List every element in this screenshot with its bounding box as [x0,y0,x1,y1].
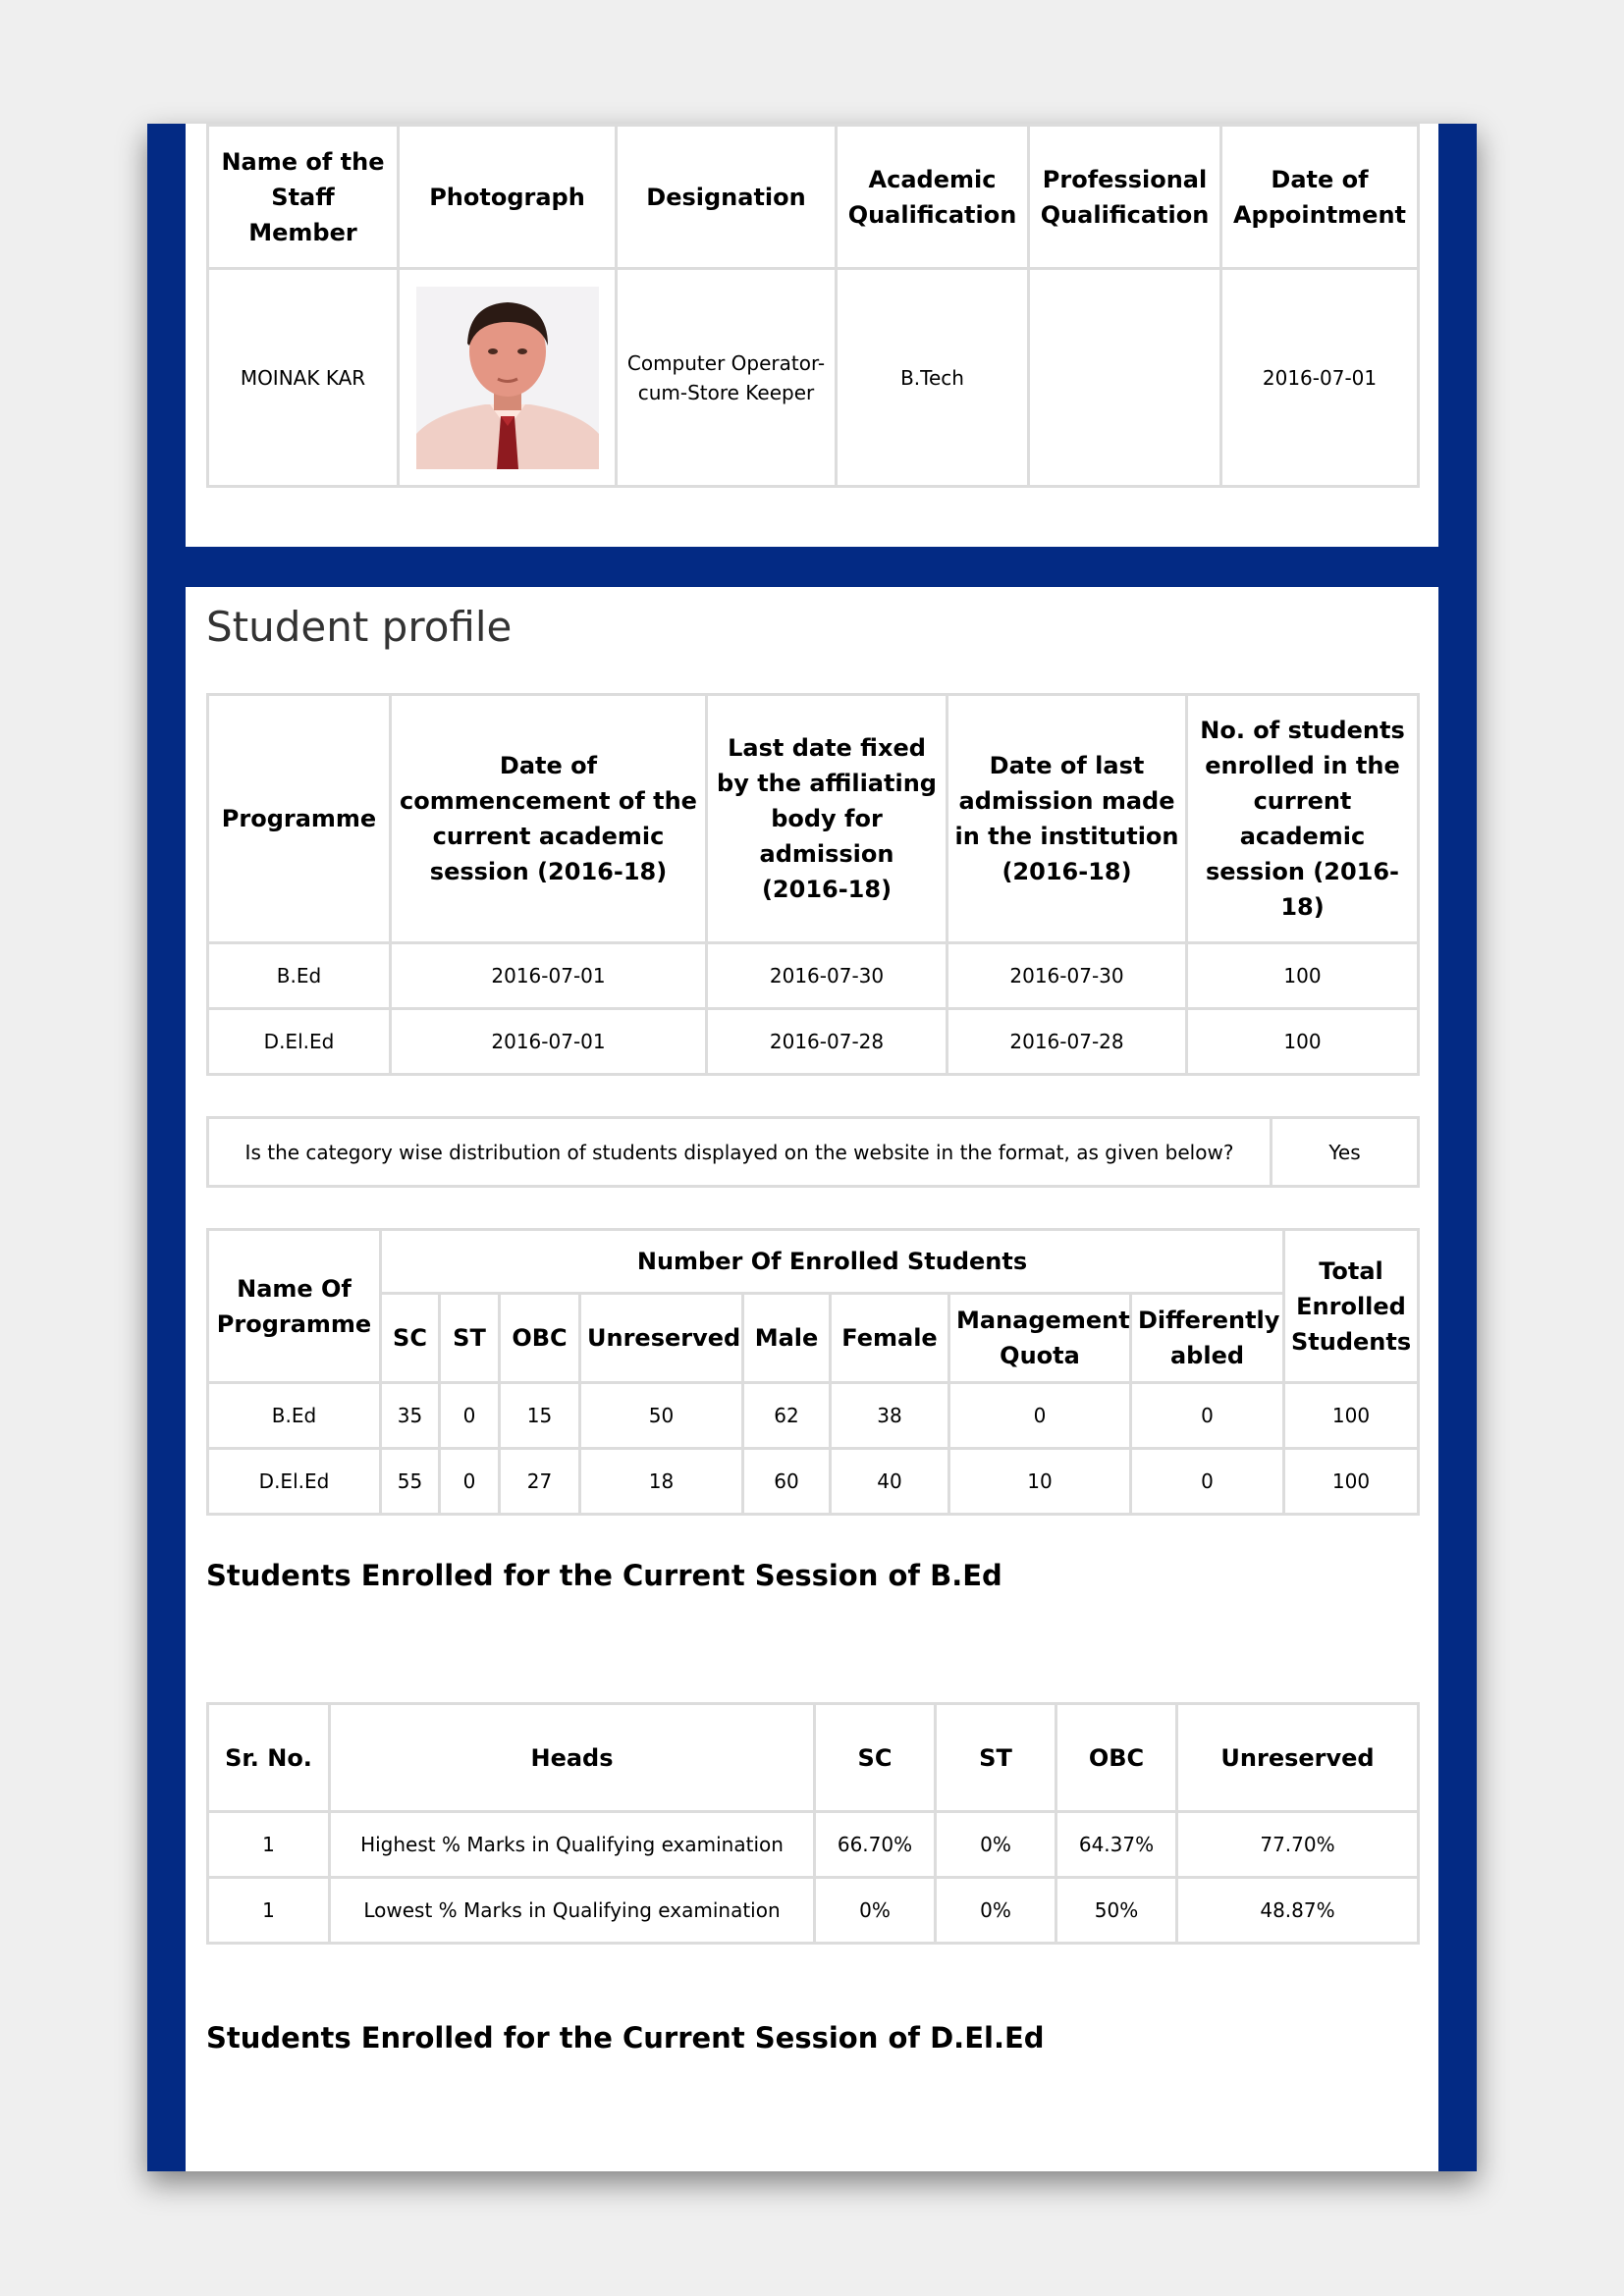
header-date-of-appointment: Date of Appointment [1221,126,1419,269]
table-row [208,1812,1419,1878]
programme-cell: B.Ed [208,943,391,1009]
differently-abled-cell: 0 [1131,1449,1284,1515]
table-row [208,1878,1419,1944]
sr-cell: 1 [208,1878,330,1944]
unreserved-cell: 18 [580,1449,743,1515]
table-row [208,943,1419,1009]
st-cell: 0 [440,1383,500,1449]
heads-cell: Lowest % Marks in Qualifying examination [330,1878,815,1944]
header-academic-qualification: Academic Qualification [837,126,1029,269]
male-cell: 60 [743,1449,831,1515]
st-cell: 0% [936,1812,1056,1878]
header-sc: SC [815,1704,936,1812]
header-obc: OBC [1056,1704,1177,1812]
staff-designation: Computer Operator-cum-Store Keeper [617,269,837,487]
table-row [208,1383,1419,1449]
female-cell: 40 [831,1449,949,1515]
person-photo-icon [416,287,599,469]
staff-appointment: 2016-07-01 [1221,269,1419,487]
table-row [208,1009,1419,1075]
header-st: ST [440,1294,500,1383]
heads-cell: Highest % Marks in Qualifying examination [330,1812,815,1878]
sc-cell: 0% [815,1878,936,1944]
header-sc: SC [381,1294,440,1383]
last-admission-cell: 2016-07-30 [947,943,1187,1009]
header-last-admission: Date of last admission made in the institution (2016-18) [947,695,1187,943]
staff-academic: B.Tech [837,269,1029,487]
header-name-of-programme: Name Of Programme [208,1230,381,1383]
header-number-of-enrolled: Number Of Enrolled Students [381,1230,1284,1294]
last-admission-cell: 2016-07-28 [947,1009,1187,1075]
enrolled-students-table [206,1228,1420,1516]
obc-cell: 64.37% [1056,1812,1177,1878]
header-designation: Designation [617,126,837,269]
management-quota-cell: 10 [949,1449,1131,1515]
differently-abled-cell: 0 [1131,1383,1284,1449]
commencement-cell: 2016-07-01 [391,1009,707,1075]
header-female: Female [831,1294,949,1383]
enrolled-cell: 100 [1187,1009,1419,1075]
staff-professional [1029,269,1221,487]
programme-cell: D.El.Ed [208,1009,391,1075]
programme-cell: B.Ed [208,1383,381,1449]
staff-table [206,124,1420,488]
staff-photo-cell [399,269,617,487]
obc-cell: 15 [500,1383,580,1449]
header-professional-qualification: Professional Qualification [1029,126,1221,269]
category-question-table [206,1116,1420,1188]
st-cell: 0 [440,1449,500,1515]
section-title-student-profile: Student profile [206,603,513,651]
header-staff-name: Name of the Staff Member [208,126,399,269]
management-quota-cell: 0 [949,1383,1131,1449]
header-sr-no: Sr. No. [208,1704,330,1812]
header-differently-abled: Differently abled [1131,1294,1284,1383]
sc-cell: 55 [381,1449,440,1515]
staff-photo [416,287,599,469]
student-profile-table [206,693,1420,1076]
header-unreserved: Unreserved [580,1294,743,1383]
enrolled-cell: 100 [1187,943,1419,1009]
last-date-fixed-cell: 2016-07-30 [707,943,947,1009]
programme-cell: D.El.Ed [208,1449,381,1515]
header-st: ST [936,1704,1056,1812]
male-cell: 62 [743,1383,831,1449]
header-unreserved: Unreserved [1177,1704,1419,1812]
bed-section-title: Students Enrolled for the Current Session of B.Ed [206,1559,1002,1592]
header-management-quota: Management Quota [949,1294,1131,1383]
header-students-enrolled: No. of students enrolled in the current academic session (2016-18) [1187,695,1419,943]
header-photograph: Photograph [399,126,617,269]
deled-section-title: Students Enrolled for the Current Session of D.El.Ed [206,2021,1045,2055]
female-cell: 38 [831,1383,949,1449]
header-programme: Programme [208,695,391,943]
st-cell: 0% [936,1878,1056,1944]
sc-cell: 66.70% [815,1812,936,1878]
header-last-date-fixed: Last date fixed by the affiliating body for admission (2016-18) [707,695,947,943]
unreserved-cell: 77.70% [1177,1812,1419,1878]
category-answer: Yes [1272,1118,1419,1187]
bed-marks-table [206,1702,1420,1945]
obc-cell: 27 [500,1449,580,1515]
obc-cell: 50% [1056,1878,1177,1944]
header-obc: OBC [500,1294,580,1383]
header-commencement: Date of commencement of the current academic session (2016-18) [391,695,707,943]
total-cell: 100 [1284,1449,1419,1515]
sr-cell: 1 [208,1812,330,1878]
header-heads: Heads [330,1704,815,1812]
sc-cell: 35 [381,1383,440,1449]
table-row [208,1449,1419,1515]
header-total-enrolled: Total Enrolled Students [1284,1230,1419,1383]
unreserved-cell: 48.87% [1177,1878,1419,1944]
header-male: Male [743,1294,831,1383]
last-date-fixed-cell: 2016-07-28 [707,1009,947,1075]
commencement-cell: 2016-07-01 [391,943,707,1009]
staff-name: MOINAK KAR [208,269,399,487]
category-question: Is the category wise distribution of students displayed on the website in the format, as given below? [208,1118,1272,1187]
total-cell: 100 [1284,1383,1419,1449]
unreserved-cell: 50 [580,1383,743,1449]
